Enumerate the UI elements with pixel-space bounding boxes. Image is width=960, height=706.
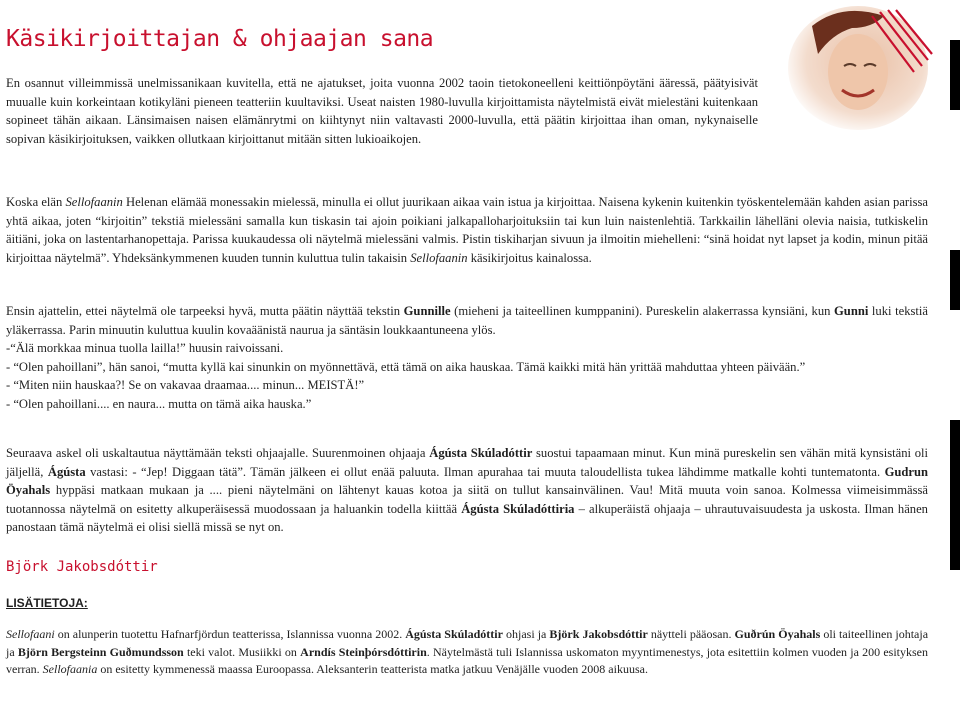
author-portrait (772, 6, 936, 134)
info-paragraph: Sellofaani on alunperin tuotettu Hafnarfjördun teatterissa, Islannissa vuonna 2002. Ágústa Skúladóttir ohjasi ja Björk Jakobsdóttir näytteli pääosan. Guðrún Öyahals oli taiteellinen johtaja ja Björn Bergsteinn Guðmundsson teki valot. Musiikki on Arndís Steinþórsdóttirin. Näytelmästä tuli Islannissa uskomaton myyntimenestys, jota esitettiin kolmen vuoden ja 200 esityksen verran. Sellofaania on esitetty kymmenessä maassa Euroopassa. Aleksanterin teatterista matka jatkuu Venäjälle vuoden 2008 aikuusa. (6, 627, 929, 677)
paragraph-writing: Koska elän Sellofaanin Helenan elämää monessakin mielessä, minulla ei ollut juurikaan aikaa vain istua ja kirjoittaa. Naisena kykenin kuitenkin työskentelemään kahden asian parissa yhtä aikaa, joten “kirjoitin” tekstiä mielessäni samalla kun tiskasin tai ajoin poikiani jalkapalloharjoituksiin tai kun luin naistenlehtiä. Tarkkailin lähelläni olevia naisia, tutkiskelin äitiäni, joka on lastentarhanopettaja. Parissa kuukaudessa oli näytelmä mielessäni valmis. Pistin tiskiharjan sivuun ja ilmoitin miehelleni: “sinä hoidat nyt lapset ja kodin, minun pitää kirjoittaa näytelmä”. Yhdeksänkymmenen kuuden tunnin kuluttua tulin takaisin Sellofaanin käsikirjoitus kainalossa. (6, 195, 929, 265)
paragraph-dialogue: Ensin ajattelin, ettei näytelmä ole tarpeeksi hyvä, mutta päätin näyttää tekstin Gunnille (mieheni ja taiteellinen kumppanini). Pureskelin alakerrassa kynsiäni, kun Gunni luki tekstiä yläkerrassa. Parin minuutin kuluttua kuulin kovaäänistä naurua ja säntäsin loukkaantuneena ylös. -“Älä morkkaa minua tuolla lailla!” huusin raivoissani. - “Olen pahoillani”, hän sanoi, “mutta kyllä kai sinunkin on myönnettävä, että tämä on aika hauskaa. Tämä kaikki mitä hän yrittää mahduttaa yhteen päivään.” - “Miten niin hauskaa?! Se on vakavaa draamaa.... minun... MEISTÄ!” - “Olen pahoillani.... en naura... mutta on tämä aika hauska.” (6, 302, 928, 413)
dialogue-line: - “Olen pahoillani.... en naura... mutta on tämä aika hauska.” (6, 396, 312, 411)
page-title: Käsikirjoittajan & ohjaajan sana (6, 26, 434, 52)
dialogue-line: - “Miten niin hauskaa?! Se on vakavaa draamaa.... minun... MEISTÄ!” (6, 378, 365, 392)
info-heading: LISÄTIETOJA: (6, 596, 88, 610)
intro-paragraph: En osannut villeimmissä unelmissanikaan kuvitella, että ne ajatukset, joita vuonna 2002 taoin tietokoneelleni keittiönpöytäni ääressä, päätyisivät muualle kuin korkeintaan kotikyläni pieneen teatteriin kuultaviksi. Useat naisten 1980-luvulla kirjoittamista näytelmistä eivät mielestäni kuitenkaan sopineet tähän aikaan. Länsimaisen naisen elämänrytmi on kiihtynyt niin valtavasti 2000-luvulla, että päätin kirjoittaa ihan oman, nykynaiselle sopivan käsikirjoituksen, vaikken ollutkaan kirjoittanut mitään sitten lukioaikojen. (6, 76, 758, 146)
paragraph-director: Seuraava askel oli uskaltautua näyttämään teksti ohjaajalle. Suurenmoinen ohjaaja Ágústa Skúladóttir suostui tapaamaan minut. Kun minä pureskelin sen vähän mitä kynsistäni oli jäljellä, Ágústa vastasi: - “Jep! Diggaan tätä”. Tämän jälkeen ei ollut enää paluuta. Ilman apurahaa tai muuta taloudellista tukea lähdimme matkalle kohti tuntematonta. Gudrun Öyahals hyppäsi matkaan mukaan ja .... pieni näytelmäni on lähtenyt kauas kotoa ja siitä on tullut kansainvälinen. Vau! Mitä muuta voin sanoa. Kolmessa viimeisimmässä tuotannossa näytelmä on esitetty alkuperäisessä muodossaan ja haluankin todella kiittää Ágústa Skúladóttiria – alkuperäistä ohjaaja – uhrautuvaisuudesta ja uskosta. Ilman hänen panostaan tämä näytelmä ei olisi siellä missä se nyt on. (6, 446, 928, 534)
dialogue-line: -“Älä morkkaa minua tuolla lailla!” huusin raivoissani. (6, 341, 284, 355)
dialogue-line: - “Olen pahoillani”, hän sanoi, “mutta kyllä kai sinunkin on myönnettävä, että tämä on aika hauskaa. Tämä kaikki mitä hän yrittää mahduttaa yhteen päivään.” (6, 359, 806, 374)
author-signature: Björk Jakobsdóttir (6, 559, 158, 575)
right-edge-strip (946, 0, 960, 706)
